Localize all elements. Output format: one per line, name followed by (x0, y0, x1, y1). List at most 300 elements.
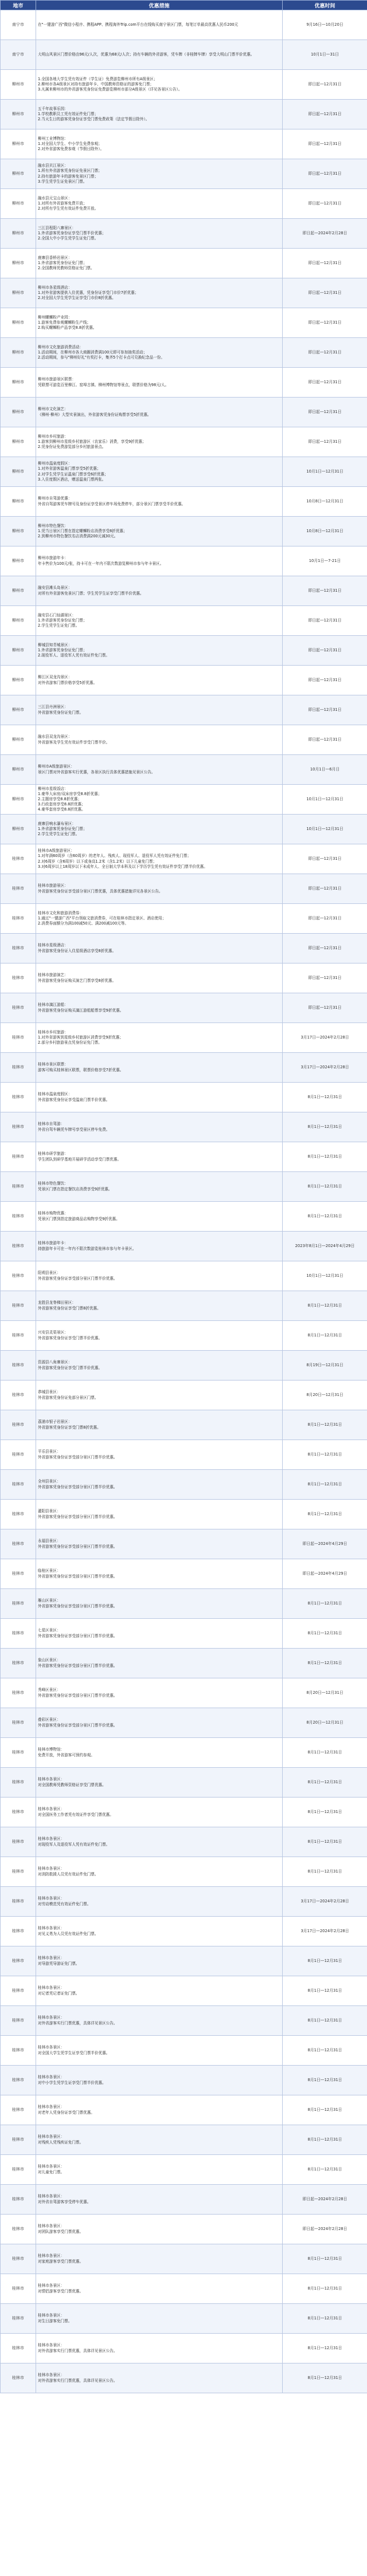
row-period: 即日起—12月31日 (283, 963, 367, 993)
row-city: 桂林市 (1, 2066, 36, 2095)
table-row (1, 2006, 367, 2036)
row-content: 在"一键游广西"微信小程序、携程APP、携程海外Trip.com平台在线购买南宁景区门票，每笔订单最高优惠人民币200元 (36, 10, 283, 40)
row-content: 恭城县景区： 外省游客凭身份证免部分景区门票。 (36, 1381, 283, 1410)
table-row (1, 70, 367, 100)
table-row (1, 606, 367, 636)
row-period: 10月1日—7-21日 (283, 546, 367, 576)
row-period: 即日起—12月31日 (283, 636, 367, 666)
table-row (1, 1232, 367, 1261)
row-period: 即日起—12月31日 (283, 934, 367, 963)
row-period: 即日起—12月31日 (283, 576, 367, 606)
row-period: 8月1日—12月31日 (283, 2095, 367, 2125)
row-city: 桂林市 (1, 1678, 36, 1708)
table-row (1, 844, 367, 874)
row-content: 桂林市星级酒店： 外省游客凭身份证入住星级酒店享受8折优惠。 (36, 934, 283, 963)
row-period: 8月1日—12月31日 (283, 1619, 367, 1649)
row-content: 柳州市温泉度假区： 1.对外省游客温泉门票享受5折优惠； 2.对学生凭学生证温泉门票享受6折优惠； 3.入住度假区酒店，赠送温泉门票两张。 (36, 457, 283, 487)
row-content: 象山区景区： 外省游客凭身份证享受部分景区门票半价优惠。 (36, 1649, 283, 1678)
table-row (1, 725, 367, 755)
table-row (1, 2304, 367, 2334)
row-city: 柳州市 (1, 129, 36, 159)
row-content: 桂林市各景区： 对中小学生凭学生证享受门票半价优惠。 (36, 2066, 283, 2095)
row-city: 桂林市 (1, 1946, 36, 1976)
row-period: 即日起—2024年4月29日 (283, 1529, 367, 1559)
row-content: 全州县景区： 外省游客凭身份证享受部分景区门票半价优惠。 (36, 1470, 283, 1500)
row-content: 永福县景区： 外省游客凭身份证享受部分景区门票半价优惠。 (36, 1529, 283, 1559)
row-city: 柳州市 (1, 576, 36, 606)
row-city: 桂林市 (1, 2334, 36, 2363)
table-row (1, 2095, 367, 2125)
row-content: 桂林市各景区： 对全国大学生凭学生证享受门票半价优惠。 (36, 2036, 283, 2066)
table-row (1, 1023, 367, 1053)
table-row (1, 249, 367, 278)
row-period: 即日起—12月31日 (283, 129, 367, 159)
row-city: 桂林市 (1, 1112, 36, 1142)
table-row (1, 368, 367, 398)
row-content: 雁山区景区： 外省游客凭身份证享受部分景区门票半价优惠。 (36, 1589, 283, 1619)
table-row (1, 1291, 367, 1321)
table-row (1, 1142, 367, 1172)
row-content: 桂林市旅游年卡： 持旅游年卡可在一年内不限次数游览桂林市参与年卡景区。 (36, 1232, 283, 1261)
row-content: 三江县丹洲景区： 外省游客凭身份证免门票。 (36, 695, 283, 725)
row-period: 即日起—12月31日 (283, 70, 367, 100)
row-period: 10月8日—12月31日 (283, 487, 367, 517)
row-period: 8月1日—12月31日 (283, 1142, 367, 1172)
row-content: 柳州市特色餐饮： 1.凭当日景区门票在指定螺蛳粉店消费享受8折优惠； 2.到柳州市特色餐饮名店消费满200元减30元。 (36, 517, 283, 546)
row-period: 8月1日—12月31日 (283, 1827, 367, 1857)
table-row (1, 10, 367, 40)
table-row (1, 576, 367, 606)
row-period: 即日起—12月31日 (283, 427, 367, 457)
row-content: 桂林市各景区： 对家庭游客享受门票优惠。 (36, 2244, 283, 2274)
row-period: 8月1日—12月31日 (283, 1470, 367, 1500)
row-content: 融安县石门仙湖景区： 1.外省游客凭身份证免门票； 2.学生凭学生证免门票。 (36, 606, 283, 636)
row-city: 桂林市 (1, 2244, 36, 2274)
row-city: 桂林市 (1, 1023, 36, 1053)
row-content: 兴安县灵渠景区： 外省游客凭身份证享受门票半价优惠。 (36, 1321, 283, 1351)
table-row (1, 2185, 367, 2215)
row-city: 桂林市 (1, 1232, 36, 1261)
row-content: 桂林市各景区： 对劳动模范凭有效证件免门票。 (36, 1887, 283, 1917)
row-city: 桂林市 (1, 1917, 36, 1946)
row-content: 桂林市景区联票： 游客可购买桂林景区联票，联票价格享受7折优惠。 (36, 1053, 283, 1083)
row-city: 柳州市 (1, 487, 36, 517)
row-period: 8月1日—12月31日 (283, 2006, 367, 2036)
table-row (1, 1500, 367, 1529)
table-row (1, 963, 367, 993)
row-period: 8月1日—12月31日 (283, 1172, 367, 1202)
table-row (1, 1321, 367, 1351)
row-content: 桂林市漓江游船： 外省游客凭身份证购买漓江游船船票享受9折优惠。 (36, 993, 283, 1023)
row-content: 桂林市各景区： 对外省游客实行门票优惠，具体详见景区公告。 (36, 2334, 283, 2363)
row-city: 柳州市 (1, 308, 36, 338)
table-row (1, 1649, 367, 1678)
table-row (1, 1410, 367, 1440)
row-content: 鹿寨县响水瀑布景区： 1.外省游客凭身份证免门票； 2.学生凭学生证免门票。 (36, 815, 283, 844)
row-city: 桂林市 (1, 2095, 36, 2125)
row-period: 8月1日—12月31日 (283, 1500, 367, 1529)
row-city: 南宁市 (1, 10, 36, 40)
row-city: 桂林市 (1, 1142, 36, 1172)
row-content: 叠彩区景区： 外省游客凭身份证享受部分景区门票半价优惠。 (36, 1708, 283, 1738)
table-row (1, 1470, 367, 1500)
table-row (1, 1887, 367, 1917)
row-city: 桂林市 (1, 1559, 36, 1589)
table-row (1, 695, 367, 725)
row-content: 桂林市自驾游： 外省自驾车辆凭车牌号享受景区停车免费。 (36, 1112, 283, 1142)
row-period: 10月8日—12月31日 (283, 517, 367, 546)
row-content: 柳城县知青城景区： 1.外省游客凭身份证免门票； 2.现役军人、退役军人凭有效证件免门票。 (36, 636, 283, 666)
row-content: 桂林市各景区： 对外省自驾游客享受停车优惠。 (36, 2185, 283, 2215)
row-period: 即日起—12月31日 (283, 308, 367, 338)
row-period: 即日起—12月31日 (283, 368, 367, 398)
table-row (1, 904, 367, 934)
table-row (1, 2363, 367, 2393)
row-city: 桂林市 (1, 2274, 36, 2304)
row-period: 8月1日—12月31日 (283, 2155, 367, 2185)
row-period: 10月1日—12月31日 (283, 1261, 367, 1291)
row-content: 柳州市A级旅游景区： 景区门票对外省游客实行优惠，各景区执行具体优惠措施见景区公告。 (36, 755, 283, 785)
row-content: 融水县双龙沟景区： 外省游客及学生凭有效证件享受门票半价。 (36, 725, 283, 755)
row-city: 桂林市 (1, 1172, 36, 1202)
table-row (1, 40, 367, 70)
row-city: 柳州市 (1, 755, 36, 785)
table-row (1, 2215, 367, 2244)
row-period: 8月19日—12月31日 (283, 1351, 367, 1381)
row-city: 柳州市 (1, 546, 36, 576)
table-header (1, 1, 367, 10)
row-content: 桂林市文化和旅游消费券： 1.通过"一键游广西"平台领取文旅消费券，可在桂林市指定景区、酒店使用； 2.消费券面额分为满100减50元、满200减100元等。 (36, 904, 283, 934)
row-period: 即日起—12月31日 (283, 249, 367, 278)
row-period: 8月1日—12月31日 (283, 1738, 367, 1768)
table-row (1, 1529, 367, 1559)
row-period: 8月1日—12月31日 (283, 1946, 367, 1976)
row-period: 8月1日—12月31日 (283, 2304, 367, 2334)
header-period: 优惠时间 (283, 1, 367, 10)
table-row (1, 2155, 367, 2185)
row-city: 桂林市 (1, 1321, 36, 1351)
table-row (1, 129, 367, 159)
table-row (1, 1083, 367, 1112)
row-content: 桂林市研学旅游： 学生团队到研学基地开展研学活动享受门票优惠。 (36, 1142, 283, 1172)
row-content: 桂林市旅游演艺： 外省游客凭身份证购买演艺门票享受8折优惠。 (36, 963, 283, 993)
row-content: 五千年故事乐园： 1.学校教职员工凭有效证件免门票； 2.当天生日的游客凭身份证享受门票免费政策（法定节假日除外）。 (36, 100, 283, 129)
table-row (1, 815, 367, 844)
table-row (1, 1053, 367, 1083)
table-row (1, 1440, 367, 1470)
row-period: 即日起—12月31日 (283, 189, 367, 219)
table-row (1, 1678, 367, 1708)
row-period: 即日起—12月31日 (283, 606, 367, 636)
row-content: 桂林市各景区： 对生日游客免门票。 (36, 2304, 283, 2334)
row-content: 桂林市温泉度假区： 外省游客凭身份证享受温泉门票半价优惠。 (36, 1083, 283, 1112)
row-content: 荔浦市银子岩景区： 外省游客凭身份证享受门票8折优惠。 (36, 1410, 283, 1440)
table-row (1, 1112, 367, 1142)
row-period: 8月1日—12月31日 (283, 2244, 367, 2274)
row-content: 柳江区双龙沟景区： 对外省游客门票价格享受5折优惠。 (36, 666, 283, 695)
row-city: 桂林市 (1, 1976, 36, 2006)
row-city: 桂林市 (1, 1053, 36, 1083)
row-period: 8月1日—12月31日 (283, 1976, 367, 2006)
row-content: 桂林市博物馆： 免费开放，外省游客可预约参观。 (36, 1738, 283, 1768)
row-period: 即日起—2024年2月28日 (283, 2185, 367, 2215)
row-period: 8月1日—12月31日 (283, 1768, 367, 1798)
row-city: 柳州市 (1, 725, 36, 755)
row-period: 10月1日—12月31日 (283, 815, 367, 844)
table-row (1, 1768, 367, 1798)
row-period: 3月17日—2024年2月28日 (283, 1023, 367, 1053)
row-content: 七星区景区： 外省游客凭身份证享受部分景区门票半价优惠。 (36, 1619, 283, 1649)
row-content: 桂林市各景区： 对团队游客享受门票优惠。 (36, 2215, 283, 2244)
row-content: 桂林市各景区： 对儿童免门票。 (36, 2155, 283, 2185)
table-row (1, 1589, 367, 1619)
table-row (1, 785, 367, 815)
row-content: 柳州市乡村旅游： 1.游客到柳州市星级乡村旅游区（农家乐）消费，享受9折优惠； 2.凭身份证免费游览部分乡村旅游景点。 (36, 427, 283, 457)
row-city: 柳州市 (1, 368, 36, 398)
row-content: 桂林市各景区： 对全国教师凭教师资格证享受门票优惠。 (36, 1768, 283, 1798)
row-city: 柳州市 (1, 606, 36, 636)
row-content: 临桂区景区： 外省游客凭身份证享受部分景区门票半价优惠。 (36, 1559, 283, 1589)
table-row (1, 1619, 367, 1649)
table-row (1, 1946, 367, 1976)
row-period: 即日起—12月31日 (283, 844, 367, 874)
row-city: 桂林市 (1, 934, 36, 963)
header-content: 优惠措施 (36, 1, 283, 10)
table-row (1, 487, 367, 517)
table-row (1, 666, 367, 695)
table-row (1, 755, 367, 785)
row-period: 8月20日—12月31日 (283, 1678, 367, 1708)
table-row (1, 1738, 367, 1768)
table-row (1, 1827, 367, 1857)
row-period: 3月17日—2024年2月28日 (283, 1887, 367, 1917)
row-content: 柳州市旅游景区联票： 凭联票可游览百里柳江、窑埠古镇、柳州博物馆等景点，联票价格为98元/人。 (36, 368, 283, 398)
row-city: 柳州市 (1, 457, 36, 487)
row-period: 8月20日—12月31日 (283, 1708, 367, 1738)
table-row (1, 1917, 367, 1946)
row-city: 柳州市 (1, 815, 36, 844)
row-content: 柳州工业博物馆： 1.对全国大学生、中小学生免费参观； 2.对外省游客免费参观（节假日除外）。 (36, 129, 283, 159)
row-content: 柳州螺蛳粉产业园： 1.游客免费参观螺蛳粉生产线； 2.购买螺蛳粉产品享受8.8折优惠。 (36, 308, 283, 338)
row-period: 8月1日—12月31日 (283, 2334, 367, 2363)
row-period: 8月1日—12月31日 (283, 1440, 367, 1470)
table-row (1, 1976, 367, 2006)
row-content: 柳州市各星级酒店： 1.对外省游客提供入住优惠，凭身份证享受门市价7折优惠； 2.对全国大学生凭学生证享受门市价8折优惠。 (36, 278, 283, 308)
row-city: 柳州市 (1, 695, 36, 725)
header-city: 地市 (1, 1, 36, 10)
row-content: 柳州市星级饭店： 1.豪华大床房/双床房享受8.8折优惠； 2.主题房享受8.8折优惠； 3.行政套房享受8.8折优惠； 4.豪华套房享受8.8折优惠。 (36, 785, 283, 815)
row-city: 桂林市 (1, 2363, 36, 2393)
table-row (1, 1559, 367, 1589)
table-row (1, 1261, 367, 1291)
row-city: 桂林市 (1, 2215, 36, 2244)
row-content: 桂林市各景区： 对全国医务工作者凭有效证件享受门票优惠。 (36, 1798, 283, 1827)
row-period: 8月1日—12月31日 (283, 2125, 367, 2155)
table-row (1, 2244, 367, 2274)
row-content: 桂林市A级旅游景区： 1.对年满60周岁（含60周岁）的老年人、残疾人、现役军人、退役军人凭有效证件免门票； 2.对6周岁（含6周岁）以下或身高1.2米（含1.2米）以下儿童免门票； 3.对6周岁以上18周岁以下未成年人、全日制大学本科及以下学历学生凭有效证件享受门票半价优惠。 (36, 844, 283, 874)
table-row (1, 219, 367, 249)
row-city: 柳州市 (1, 249, 36, 278)
row-city: 柳州市 (1, 189, 36, 219)
row-period: 8月1日—12月31日 (283, 1321, 367, 1351)
row-city: 桂林市 (1, 2155, 36, 2185)
row-content: 桂林市各景区： 对消防救援人员凭有效证件免门票。 (36, 1857, 283, 1887)
row-period: 8月1日—12月31日 (283, 1649, 367, 1678)
row-period: 8月1日—12月31日 (283, 1857, 367, 1887)
row-content: 桂林市购物优惠： 凭景区门票到指定旅游商品店购物享受9折优惠。 (36, 1202, 283, 1232)
row-period: 即日起—12月31日 (283, 398, 367, 427)
row-city: 南宁市 (1, 40, 36, 70)
row-period: 8月1日—12月31日 (283, 2363, 367, 2393)
row-city: 柳州市 (1, 278, 36, 308)
row-city: 桂林市 (1, 1381, 36, 1410)
row-city: 桂林市 (1, 1768, 36, 1798)
row-city: 柳州市 (1, 427, 36, 457)
row-period: 8月1日—12月31日 (283, 1589, 367, 1619)
row-city: 桂林市 (1, 2185, 36, 2215)
row-city: 桂林市 (1, 2036, 36, 2066)
row-city: 桂林市 (1, 1738, 36, 1768)
row-city: 桂林市 (1, 1857, 36, 1887)
table-row (1, 100, 367, 129)
table-row (1, 189, 367, 219)
table-row (1, 278, 367, 308)
row-period: 即日起—12月31日 (283, 278, 367, 308)
row-city: 桂林市 (1, 993, 36, 1023)
row-city: 桂林市 (1, 1410, 36, 1440)
row-content: 柳州市文化演艺： 《柳州·柳州》大型实景演出，外省游客凭身份证购票享受5折优惠。 (36, 398, 283, 427)
row-city: 桂林市 (1, 1440, 36, 1470)
table-row (1, 1202, 367, 1232)
row-city: 柳州市 (1, 338, 36, 368)
row-city: 桂林市 (1, 904, 36, 934)
row-content: 桂林市各景区： 对残疾人凭残疾证免门票。 (36, 2125, 283, 2155)
table-body (1, 10, 367, 2393)
row-city: 柳州市 (1, 100, 36, 129)
table-row (1, 1351, 367, 1381)
row-period: 9月16日—10月20日 (283, 10, 367, 40)
row-content: 桂林市各景区： 对外省游客实行门票优惠，具体详见景区公告。 (36, 2363, 283, 2393)
row-period: 8月1日—12月31日 (283, 1083, 367, 1112)
row-period: 即日起—2024年4月29日 (283, 1559, 367, 1589)
row-city: 桂林市 (1, 1500, 36, 1529)
row-content: 桂林市各景区： 对情侣游客享受门票优惠。 (36, 2274, 283, 2304)
row-city: 桂林市 (1, 844, 36, 874)
row-period: 8月20日—12月31日 (283, 1381, 367, 1410)
row-period: 即日起—12月31日 (283, 993, 367, 1023)
row-city: 柳州市 (1, 398, 36, 427)
table-row (1, 934, 367, 963)
row-city: 桂林市 (1, 1291, 36, 1321)
row-content: 灌阳县景区： 外省游客凭身份证享受部分景区门票半价优惠。 (36, 1500, 283, 1529)
row-city: 桂林市 (1, 1529, 36, 1559)
row-content: 阳朔县景区： 外省游客凭身份证享受部分景区门票半价优惠。 (36, 1261, 283, 1291)
row-content: 桂林市各景区： 对导游凭导游证免门票。 (36, 1946, 283, 1976)
row-content: 桂林市各景区： 对现役军人及退役军人凭有效证件免门票。 (36, 1827, 283, 1857)
row-period: 8月1日—12月31日 (283, 2036, 367, 2066)
row-city: 桂林市 (1, 1619, 36, 1649)
row-city: 柳州市 (1, 159, 36, 189)
table-row (1, 993, 367, 1023)
table-row (1, 2334, 367, 2363)
table-row (1, 398, 367, 427)
row-period: 8月1日—12月31日 (283, 1112, 367, 1142)
row-period: 即日起—12月31日 (283, 338, 367, 368)
row-period: 10月1日—31日 (283, 40, 367, 70)
table-row (1, 2125, 367, 2155)
row-period: 8月1日—12月31日 (283, 1410, 367, 1440)
row-content: 大明山风景区门票价格由96元/人次，优惠为68元/人次；持有车辆的外省游客，凭车牌（非桂牌车牌）享受大明山门票半价优惠。 (36, 40, 283, 70)
row-city: 桂林市 (1, 1708, 36, 1738)
row-content: 桂林市乡村旅游： 1.对外省游客到星级乡村旅游区消费享受9折优惠； 2.部分乡村旅游景点凭身份证免门票。 (36, 1023, 283, 1053)
row-content: 柳州市文化旅游消费活动： 1.活动期间，在柳州市各大商圈消费满100元即可参加抽奖活动； 2.活动期间，参与"柳州好礼"有奖打卡，集齐5个打卡点可兑换纪念品一份。 (36, 338, 283, 368)
row-period: 即日起—12月31日 (283, 725, 367, 755)
table-row (1, 159, 367, 189)
row-content: 秀峰区景区： 外省游客凭身份证享受部分景区门票半价优惠。 (36, 1678, 283, 1708)
row-period: 8月1日—12月31日 (283, 2066, 367, 2095)
table-row (1, 427, 367, 457)
row-period: 8月1日—12月31日 (283, 1798, 367, 1827)
row-period: 即日起—12月31日 (283, 159, 367, 189)
table-row (1, 1172, 367, 1202)
row-city: 柳州市 (1, 219, 36, 249)
row-content: 柳州市旅游年卡： 年卡售价为100元/张，持卡可在一年内不限次数游览柳州市参与年卡景区。 (36, 546, 283, 576)
table-row (1, 2066, 367, 2095)
row-period: 8月1日—12月31日 (283, 2274, 367, 2304)
table-row (1, 2274, 367, 2304)
row-period: 3月17日—2024年2月28日 (283, 1917, 367, 1946)
table-row (1, 2036, 367, 2066)
row-content: 龙胜县龙脊梯田景区： 外省游客凭身份证享受门票8折优惠。 (36, 1291, 283, 1321)
row-content: 桂林市各景区： 对见义勇为人员凭有效证件免门票。 (36, 1917, 283, 1946)
row-content: 鹿寨县香桥岩景区： 1.外省游客凭身份证免门票； 2.全国教师凭教师资格证免门票。 (36, 249, 283, 278)
row-city: 桂林市 (1, 2125, 36, 2155)
row-period: 10月1日—12月31日 (283, 457, 367, 487)
row-content: 平乐县景区： 外省游客凭身份证享受部分景区门票半价优惠。 (36, 1440, 283, 1470)
table-row (1, 308, 367, 338)
table-row (1, 1708, 367, 1738)
row-city: 桂林市 (1, 1261, 36, 1291)
row-city: 柳州市 (1, 666, 36, 695)
row-city: 桂林市 (1, 2006, 36, 2036)
row-city: 柳州市 (1, 636, 36, 666)
row-period: 2023年8月1日—2024年4月29日 (283, 1232, 367, 1261)
row-city: 桂林市 (1, 1351, 36, 1381)
row-period: 即日起—12月31日 (283, 874, 367, 904)
row-city: 桂林市 (1, 1887, 36, 1917)
row-content: 柳州市自驾游优惠： 外省自驾游客凭车牌号及身份证享受景区停车场免费停车，部分景区门票享受半价优惠。 (36, 487, 283, 517)
table-row (1, 517, 367, 546)
table-row (1, 1798, 367, 1827)
row-content: 桂林市旅游景区： 外省游客凭身份证享受部分景区门票优惠，具体优惠措施详见各景区公告。 (36, 874, 283, 904)
row-period: 即日起—12月31日 (283, 695, 367, 725)
row-city: 桂林市 (1, 2304, 36, 2334)
row-period: 8月1日—12月31日 (283, 1202, 367, 1232)
table-row (1, 1857, 367, 1887)
table-row (1, 546, 367, 576)
row-period: 即日起—12月31日 (283, 904, 367, 934)
row-period: 8月1日—12月31日 (283, 1291, 367, 1321)
row-content: 桂林市各景区： 对记者凭记者证免门票。 (36, 1976, 283, 2006)
row-content: 融安县滩头岛景区： 对所有外省游客免景区门票；学生凭学生证享受门票半价优惠。 (36, 576, 283, 606)
row-content: 1.全国各地大学生凭有效证件（学生证）免费游览柳州市所有A级景区； 2.柳州市各A级景区对持有旅游年卡、中国教师资格证的游客免门票； 3.凡属来柳州市的外省游客凭身份证免费游览柳州市部分A级景区（详见各景区公告）。 (36, 70, 283, 100)
row-city: 柳州市 (1, 785, 36, 815)
row-content: 融水县元宝山景区： 1.对所有外省游客免费开放； 2.对所有学生凭有效证件免费开放。 (36, 189, 283, 219)
row-city: 桂林市 (1, 1649, 36, 1678)
row-period: 即日起—2024年2月28日 (283, 219, 367, 249)
table-row (1, 874, 367, 904)
row-city: 桂林市 (1, 1202, 36, 1232)
